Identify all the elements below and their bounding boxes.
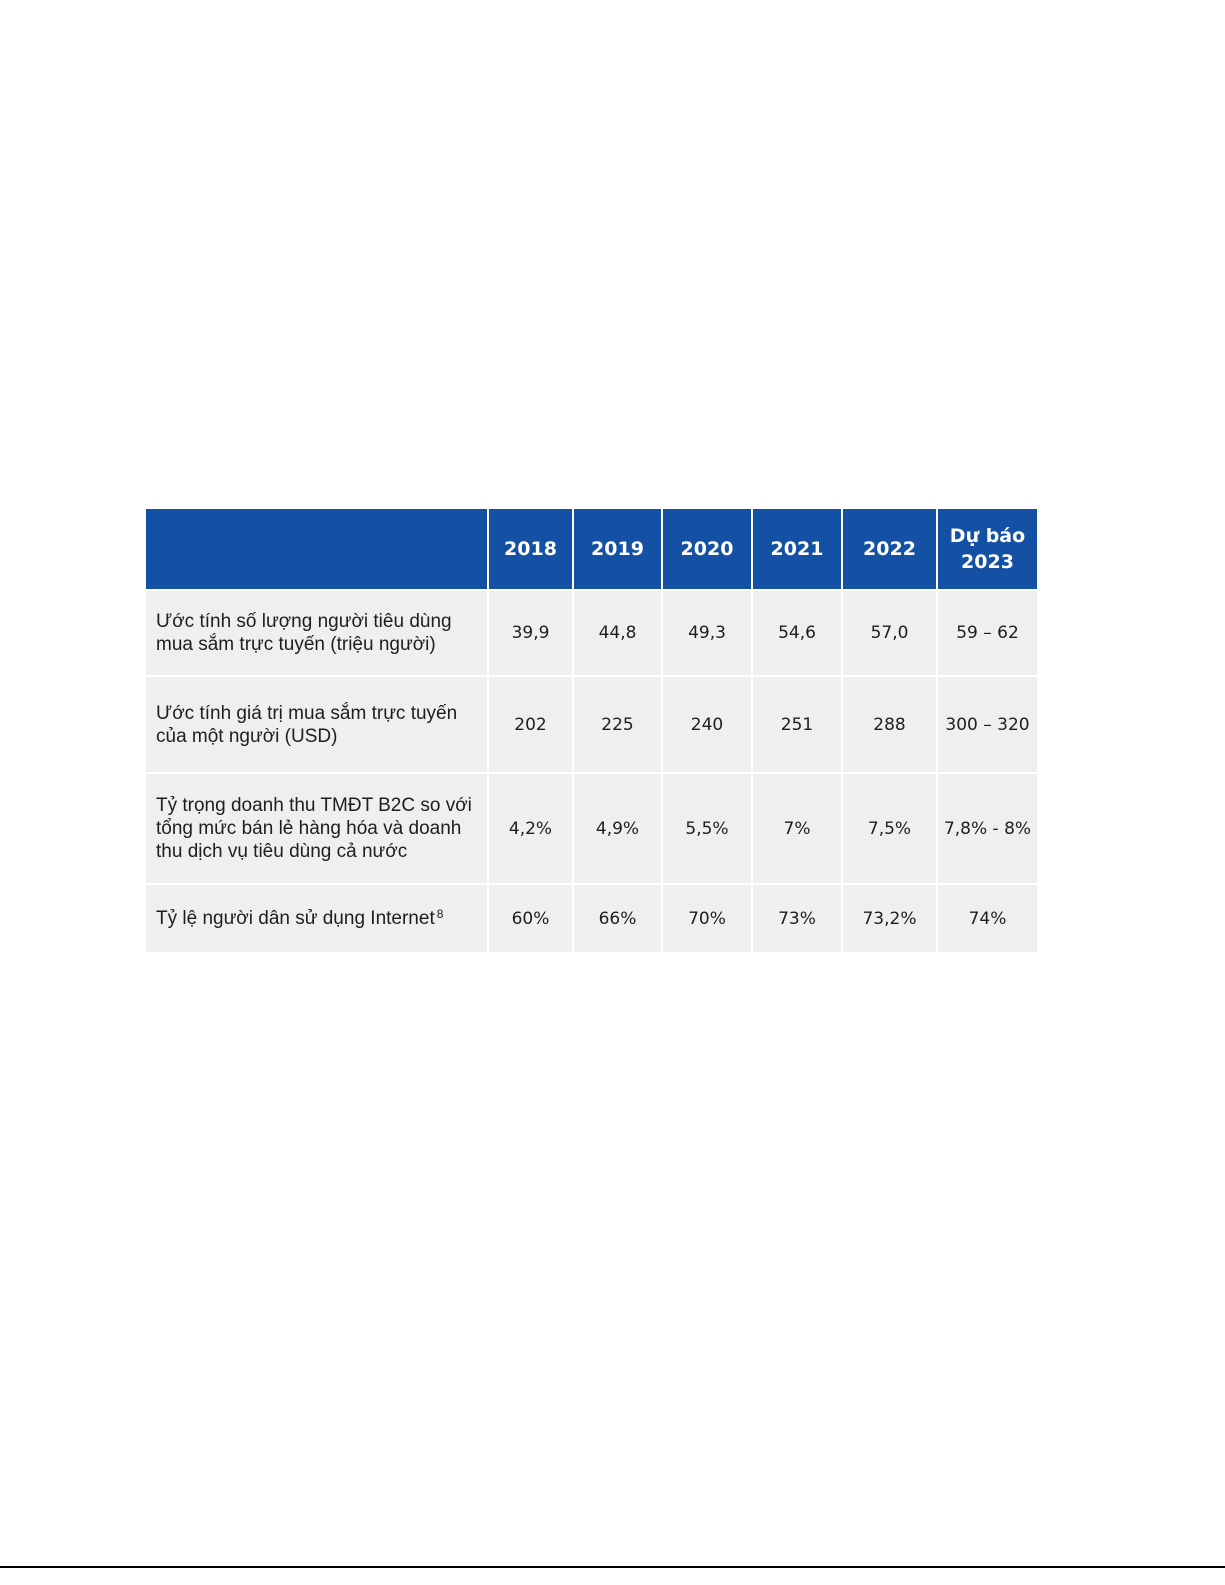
table-cell: 44,8 <box>573 590 662 676</box>
table-cell: 4,9% <box>573 773 662 884</box>
table-cell: 54,6 <box>752 590 842 676</box>
ecommerce-statistics-table-container <box>146 509 1037 952</box>
table-cell: 225 <box>573 676 662 773</box>
table-cell: 59 – 62 <box>937 590 1037 676</box>
table-cell: 73,2% <box>842 884 937 952</box>
table-cell: 240 <box>662 676 752 773</box>
table-cell: 202 <box>488 676 573 773</box>
table-cell: 66% <box>573 884 662 952</box>
header-forecast-line2: 2023 <box>961 551 1014 573</box>
footnote-marker: 8 <box>436 907 444 921</box>
table-row <box>146 676 1037 773</box>
table-row <box>146 884 1037 952</box>
ecommerce-statistics-table <box>146 509 1037 952</box>
table-cell: 49,3 <box>662 590 752 676</box>
table-cell: 5,5% <box>662 773 752 884</box>
table-cell: 251 <box>752 676 842 773</box>
table-cell: 57,0 <box>842 590 937 676</box>
table-cell: 7,5% <box>842 773 937 884</box>
table-cell: 73% <box>752 884 842 952</box>
header-forecast-line1: Dự báo <box>949 525 1026 547</box>
row-label-online-shoppers: Ước tính số lượng người tiêu dùng mua sắm trực tuyến (triệu người) <box>146 590 488 676</box>
table-cell: 7,8% - 8% <box>937 773 1037 884</box>
table-cell: 39,9 <box>488 590 573 676</box>
table-cell: 7% <box>752 773 842 884</box>
header-year-2018: 2018 <box>488 509 573 590</box>
table-cell: 60% <box>488 884 573 952</box>
table-cell: 4,2% <box>488 773 573 884</box>
table-cell: 70% <box>662 884 752 952</box>
table-row <box>146 590 1037 676</box>
table-cell: 288 <box>842 676 937 773</box>
header-year-2020: 2020 <box>662 509 752 590</box>
table-header-row <box>146 509 1037 590</box>
page-bottom-rule <box>0 1566 1225 1568</box>
row-label-spending-per-person: Ước tính giá trị mua sắm trực tuyến của một người (USD) <box>146 676 488 773</box>
header-year-2021: 2021 <box>752 509 842 590</box>
header-label-cell <box>146 509 488 590</box>
table-row <box>146 773 1037 884</box>
table-cell: 74% <box>937 884 1037 952</box>
row-label-b2c-revenue-share: Tỷ trọng doanh thu TMĐT B2C so với tổng mức bán lẻ hàng hóa và doanh thu dịch vụ tiêu dùng cả nước <box>146 773 488 884</box>
header-year-2019: 2019 <box>573 509 662 590</box>
header-forecast-2023 <box>937 509 1037 590</box>
row-label-internet-usage-text: Tỷ lệ người dân sử dụng Internet <box>156 908 435 929</box>
row-label-internet-usage <box>146 884 488 952</box>
table-cell: 300 – 320 <box>937 676 1037 773</box>
header-year-2022: 2022 <box>842 509 937 590</box>
